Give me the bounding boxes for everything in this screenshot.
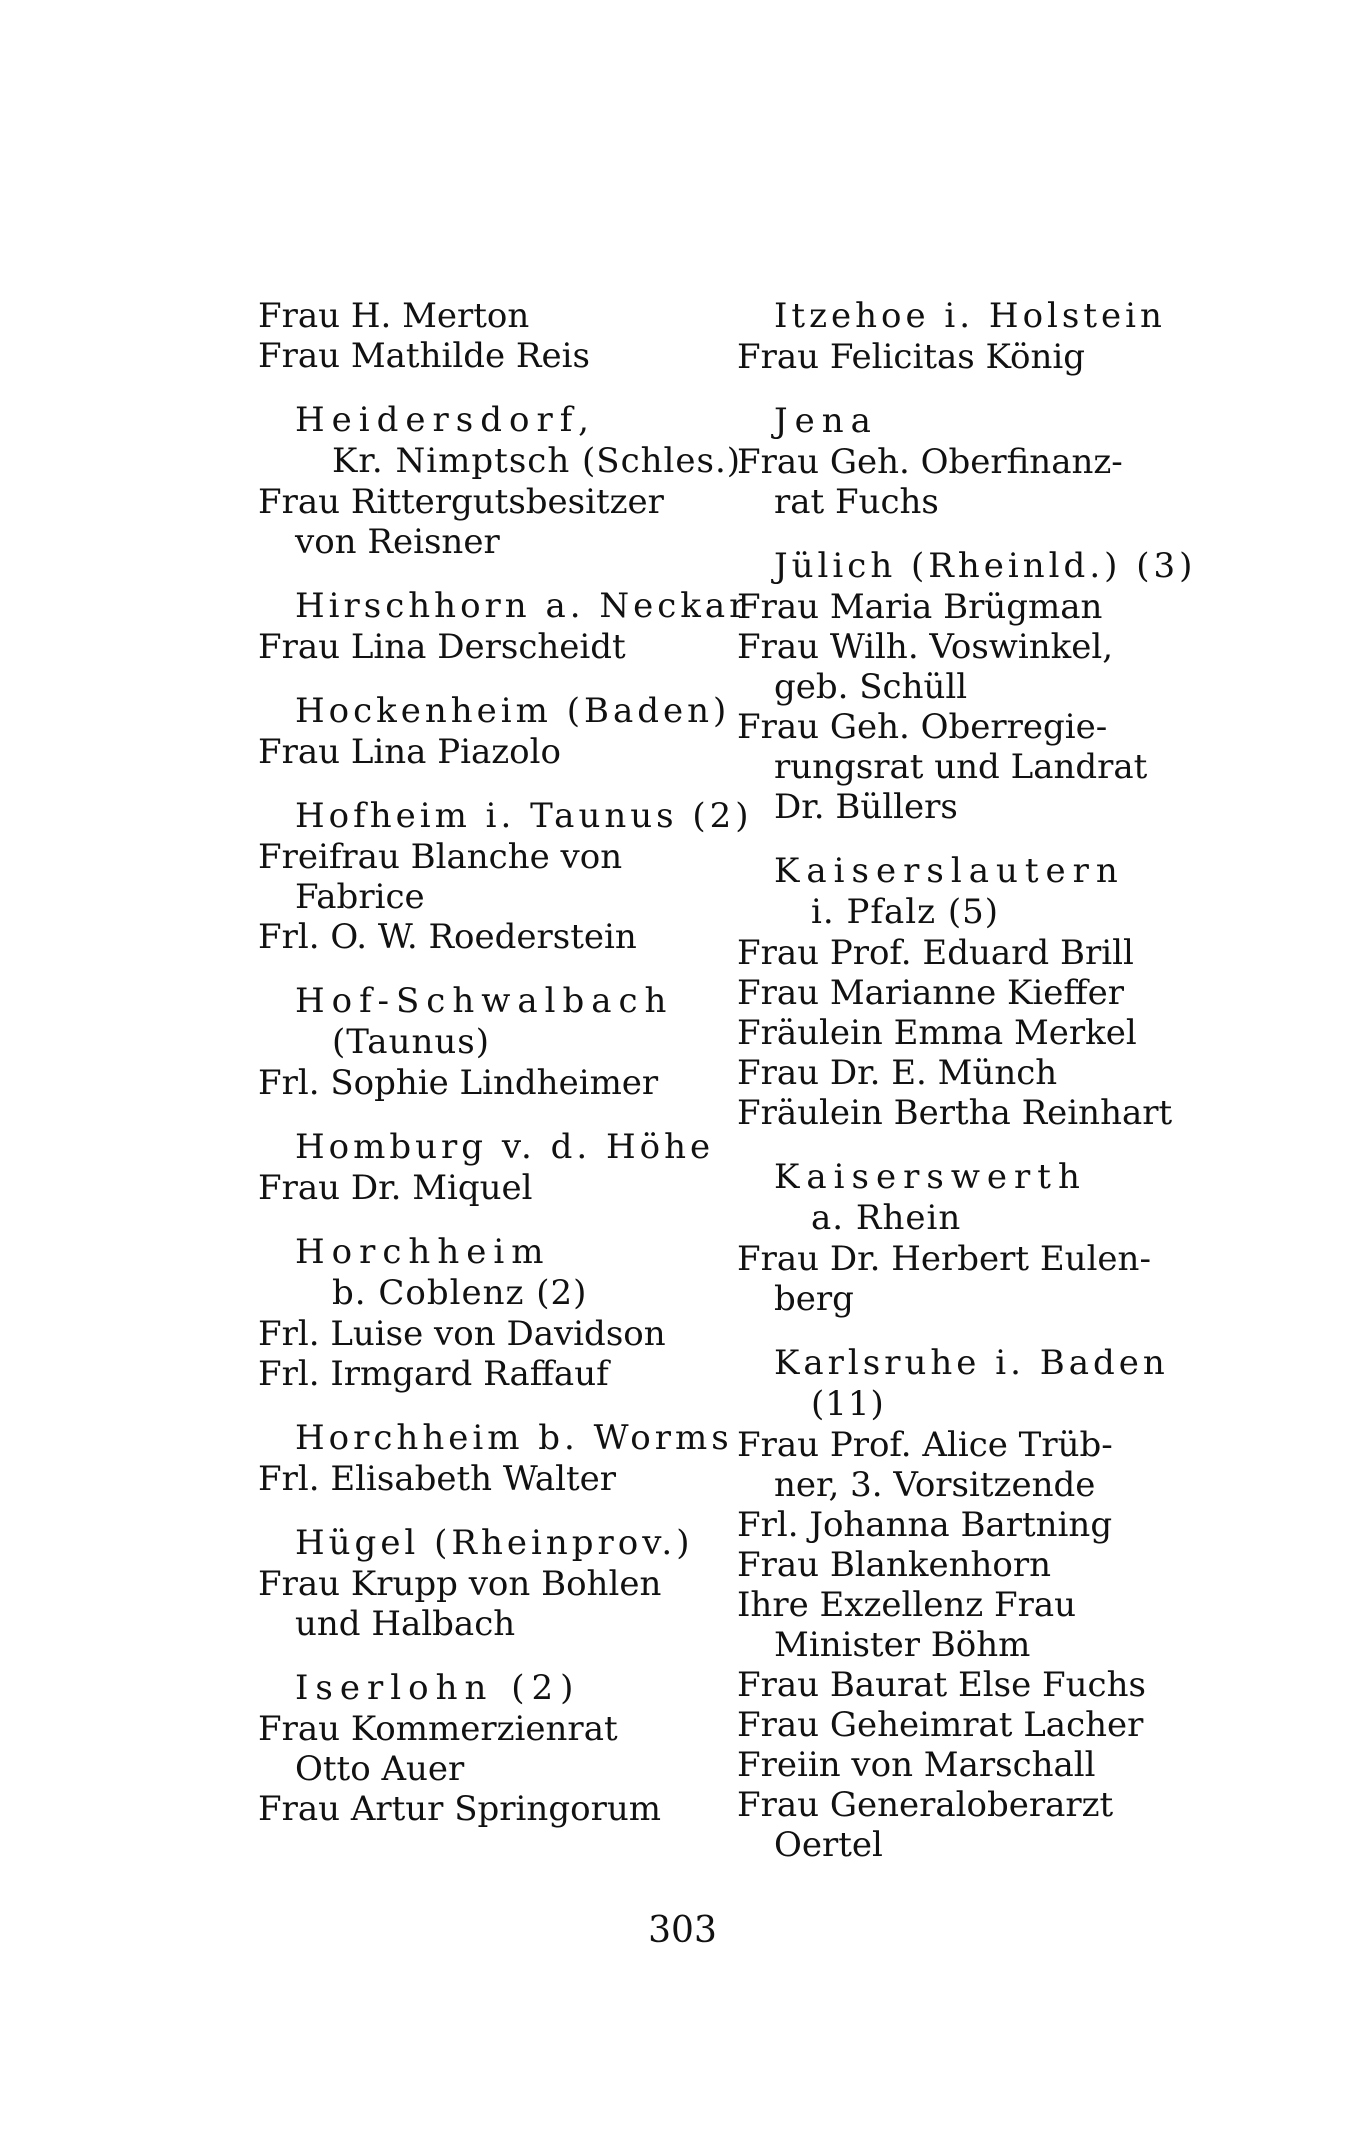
section-gap <box>258 957 718 981</box>
member-name: Frau Mathilde Reis <box>258 336 590 376</box>
member-name: Frl. Sophie Lindheimer <box>258 1063 659 1103</box>
continuation-line: Dr. Büllers <box>774 787 958 827</box>
continuation-line: (11) <box>811 1384 885 1424</box>
section-gap <box>258 1394 718 1418</box>
member-name: Freifrau Blanche von <box>258 837 623 877</box>
place-heading-karlsruhe-i-baden <box>737 1343 1197 1425</box>
continuation-line: Fabrice <box>295 877 425 917</box>
member-name: Frau Lina Derscheidt <box>258 627 626 667</box>
continuation-line: geb. Schüll <box>774 667 968 707</box>
section-gap <box>258 1499 718 1523</box>
place-name: Hirschhorn a. Neckar <box>295 586 750 626</box>
right-column <box>737 296 1197 1865</box>
section-gap <box>737 1133 1197 1157</box>
member-entry-fraulein-emma-merkel <box>737 1013 1197 1053</box>
section-gap <box>258 667 718 691</box>
member-name: Frau Artur Springorum <box>258 1789 661 1829</box>
member-name: Frau Felicitas König <box>737 337 1086 377</box>
member-name: Frau Dr. E. Münch <box>737 1053 1058 1093</box>
section-gap <box>258 1644 718 1668</box>
member-entry-frl-o-w-roederstein <box>258 917 718 957</box>
member-entry-frau-prof-alice-trub <box>737 1425 1197 1505</box>
continuation-line: Oertel <box>774 1825 883 1865</box>
place-name: Jülich (Rheinld.) (3) <box>774 546 1197 586</box>
place-heading-hockenheim-baden <box>258 691 731 732</box>
place-name: Itzehoe i. Holstein <box>774 296 1166 336</box>
member-entry-frau-dr-e-munch <box>737 1053 1197 1093</box>
place-heading-julich-rheinld-3 <box>737 546 1197 587</box>
member-entry-frau-geh-oberregie <box>737 707 1197 827</box>
member-name: Frau Generaloberarzt <box>737 1785 1114 1825</box>
member-entry-frau-maria-brugman <box>737 587 1197 627</box>
member-name: Frau Baurat Else Fuchs <box>737 1665 1146 1705</box>
member-name: Frau Kommerzienrat <box>258 1709 618 1749</box>
place-heading-iserlohn-2 <box>258 1668 718 1709</box>
continuation-line: a. Rhein <box>811 1198 962 1238</box>
member-entry-fraulein-bertha-reinhart <box>737 1093 1197 1133</box>
continuation-line: Otto Auer <box>295 1749 465 1789</box>
place-heading-hof-schwalbach <box>258 981 718 1063</box>
section-gap <box>737 522 1197 546</box>
member-name: Frl. Irmgard Raffauf <box>258 1354 609 1394</box>
member-entry-freifrau-blanche-von <box>258 837 718 917</box>
member-entry-frau-felicitas-konig <box>737 337 1197 377</box>
place-name: Homburg v. d. Höhe <box>295 1127 715 1167</box>
section-gap <box>258 562 718 586</box>
member-entry-frau-artur-springorum <box>258 1789 718 1829</box>
continuation-line: rat Fuchs <box>774 482 939 522</box>
member-name: Frau Rittergutsbesitzer <box>258 482 664 522</box>
place-heading-jena <box>737 401 1197 442</box>
member-entry-frau-mathilde-reis <box>258 336 718 376</box>
member-entry-frau-prof-eduard-brill <box>737 933 1197 973</box>
continuation-line: und Halbach <box>295 1604 516 1644</box>
place-heading-horchheim <box>258 1232 718 1314</box>
place-name: Horchheim <box>295 1232 551 1272</box>
member-entry-frau-marianne-kieffer <box>737 973 1197 1013</box>
place-heading-hofheim-i-taunus-2 <box>258 796 753 837</box>
member-name: Frau Blankenhorn <box>737 1545 1051 1585</box>
member-entry-frau-dr-herbert-eulen <box>737 1239 1197 1319</box>
member-name: Frau H. Merton <box>258 296 530 336</box>
member-entry-ihre-exzellenz-frau <box>737 1585 1197 1665</box>
continuation-line: rungsrat und Landrat <box>774 747 1148 787</box>
member-name: Frau Krupp von Bohlen <box>258 1564 662 1604</box>
member-entry-frl-johanna-bartning <box>737 1505 1197 1545</box>
member-name: Frau Geh. Oberfinanz- <box>737 442 1123 482</box>
place-name: Hof-Schwalbach <box>295 981 674 1021</box>
member-entry-frau-lina-derscheidt <box>258 627 718 667</box>
continuation-line: berg <box>774 1279 854 1319</box>
member-name: Frau Marianne Kieffer <box>737 973 1124 1013</box>
place-heading-horchheim-b-worms <box>258 1418 733 1459</box>
member-name: Frl. O. W. Roederstein <box>258 917 637 957</box>
place-name: Horchheim b. Worms <box>295 1418 733 1458</box>
member-entry-frau-geh-oberfinanz <box>737 442 1197 522</box>
place-name: Iserlohn (2) <box>295 1668 581 1708</box>
section-gap <box>258 376 718 400</box>
place-heading-heidersdorf <box>258 400 742 482</box>
section-gap <box>258 772 718 796</box>
place-name: Kaiserslautern <box>774 851 1125 891</box>
place-name: Hockenheim (Baden) <box>295 691 731 731</box>
member-entry-frau-h-merton <box>258 296 718 336</box>
member-entry-frau-wilh-voswinkel <box>737 627 1197 707</box>
member-entry-frau-lina-piazolo <box>258 732 718 772</box>
member-entry-frau-kommerzienrat <box>258 1709 718 1789</box>
member-name: Freiin von Marschall <box>737 1745 1096 1785</box>
member-name: Frl. Elisabeth Walter <box>258 1459 617 1499</box>
member-name: Fräulein Bertha Reinhart <box>737 1093 1173 1133</box>
member-entry-frau-rittergutsbesitzer <box>258 482 718 562</box>
member-entry-frl-elisabeth-walter <box>258 1459 718 1499</box>
place-heading-itzehoe-i-holstein <box>737 296 1197 337</box>
continuation-line: (Taunus) <box>332 1022 490 1062</box>
member-name: Frau Geh. Oberregie- <box>737 707 1108 747</box>
place-name: Heidersdorf, <box>295 400 596 440</box>
place-heading-hugel-rheinprov <box>258 1523 718 1564</box>
section-gap <box>258 1208 718 1232</box>
place-heading-kaiserslautern <box>737 851 1197 933</box>
member-entry-frau-blankenhorn <box>737 1545 1197 1585</box>
place-name: Kaiserswerth <box>774 1157 1087 1197</box>
place-name: Hügel (Rheinprov.) <box>295 1523 694 1563</box>
member-name: Frau Maria Brügman <box>737 587 1103 627</box>
continuation-line: Minister Böhm <box>774 1625 1031 1665</box>
member-name: Fräulein Emma Merkel <box>737 1013 1137 1053</box>
member-entry-frl-irmgard-raffauf <box>258 1354 718 1394</box>
continuation-line: ner, 3. Vorsitzende <box>774 1465 1096 1505</box>
continuation-line: i. Pfalz (5) <box>811 892 999 932</box>
member-entry-freiin-von-marschall <box>737 1745 1197 1785</box>
continuation-line: b. Coblenz (2) <box>332 1273 588 1313</box>
member-name: Frau Dr. Miquel <box>258 1168 533 1208</box>
section-gap <box>737 377 1197 401</box>
member-entry-frau-dr-miquel <box>258 1168 718 1208</box>
place-name: Hofheim i. Taunus (2) <box>295 796 753 836</box>
section-gap <box>258 1103 718 1127</box>
member-name: Frau Geheimrat Lacher <box>737 1705 1144 1745</box>
section-gap <box>737 1319 1197 1343</box>
left-column <box>258 296 753 1829</box>
member-name: Frau Lina Piazolo <box>258 732 561 772</box>
member-entry-frl-sophie-lindheimer <box>258 1063 718 1103</box>
place-name: Jena <box>774 401 878 441</box>
member-name: Frl. Luise von Davidson <box>258 1314 666 1354</box>
member-entry-frau-geheimrat-lacher <box>737 1705 1197 1745</box>
member-name: Frau Wilh. Voswinkel, <box>737 627 1114 667</box>
place-heading-kaiserswerth <box>737 1157 1197 1239</box>
place-heading-homburg-v-d-hohe <box>258 1127 718 1168</box>
member-name: Frau Prof. Alice Trüb- <box>737 1425 1113 1465</box>
member-entry-frau-baurat-else-fuchs <box>737 1665 1197 1705</box>
member-name: Ihre Exzellenz Frau <box>737 1585 1077 1625</box>
place-name: Karlsruhe i. Baden <box>774 1343 1169 1383</box>
member-name: Frl. Johanna Bartning <box>737 1505 1113 1545</box>
member-entry-frau-generaloberarzt <box>737 1785 1197 1865</box>
member-name: Frau Dr. Herbert Eulen- <box>737 1239 1151 1279</box>
place-heading-hirschhorn-a-neckar <box>258 586 750 627</box>
continuation-line: Kr. Nimptsch (Schles.) <box>332 441 742 481</box>
page-number: 303 <box>648 1910 717 1951</box>
section-gap <box>737 827 1197 851</box>
member-entry-frl-luise-von-davidson <box>258 1314 718 1354</box>
member-name: Frau Prof. Eduard Brill <box>737 933 1134 973</box>
member-entry-frau-krupp-von-bohlen <box>258 1564 718 1644</box>
continuation-line: von Reisner <box>295 522 500 562</box>
